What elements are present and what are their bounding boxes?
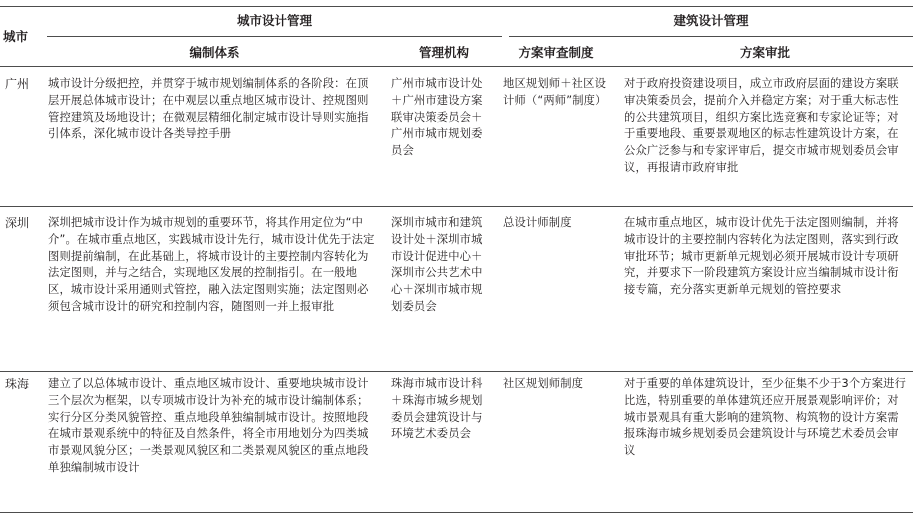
group-rule-left	[47, 36, 502, 37]
header-approval: 方案审批	[739, 45, 790, 60]
row-3-agency: 珠海市城市设计科＋珠海市城乡规划委员会建筑设计与环境艺术委员会	[391, 377, 483, 441]
row-2-review: 总设计师制度	[503, 216, 572, 229]
row-2-city: 深圳	[5, 216, 30, 230]
header-architectural-design-management: 建筑设计管理	[673, 13, 749, 28]
header-agency: 管理机构	[418, 45, 469, 60]
header-review-system: 方案审查制度	[518, 45, 594, 60]
row-divider-2	[0, 371, 913, 372]
header-bottom-rule	[0, 66, 913, 67]
row-1-agency: 广州市城市设计处＋广州市建设方案联审决策委员会＋广州市城市规划委员会	[391, 77, 483, 158]
row-1-approval: 对于政府投资建设项目，成立市政府层面的建设方案联审决策委员会，提前介入并稳定方案；对于重大标志性的公共建筑项目，组织方案比选竞赛和专家论证等；对于重要地段、重要景观地区的标志性建筑设计方案，在公众广泛参与和专家评审后，提交市城市规划委员会审议，再报请市政府审批	[624, 77, 899, 174]
row-1-review: 地区规划师＋社区设计师（“两师”制度）	[503, 77, 607, 107]
row-2-agency: 深圳市城市和建筑设计处＋深圳市城市设计促进中心＋深圳市公共艺术中心＋深圳市城市规划委员会	[391, 216, 483, 313]
row-1-city: 广州	[5, 77, 30, 91]
row-2-approval: 在城市重点地区，城市设计优先于法定图则编制，并将城市设计的主要控制内容转化为法定图则，落实到行政审批环节；城市更新单元规划必须开展城市设计专项研究，并要求下一阶段建筑方案设计应当编制城市设计衔接专篇，充分落实更新单元规划的管控要求	[624, 216, 899, 297]
header-city: 城市	[3, 29, 29, 44]
header-urban-design-management: 城市设计管理	[236, 13, 312, 28]
row-3-review: 社区规划师制度	[503, 377, 584, 390]
row-2-system: 深圳把城市设计作为城市规划的重要环节，将其作用定位为“中介”。在城市重点地区，实践城市设计先行，城市设计优先于法定图则提前编制，在此基础上，将城市设计的主要控制内容转化为法定图则，并与之结合，实现地区发展的控制指引。在一般地区，城市设计采用通则式管控，融入法定图则实施；法定图则必须包含城市设计的研究和控制内容，随图则一并上报审批	[48, 216, 375, 313]
group-rule-right	[509, 36, 913, 37]
top-rule	[0, 6, 913, 7]
header-system: 编制体系	[189, 45, 240, 60]
row-1-system: 城市设计分级把控，并贯穿于城市规划编制体系的各阶段：在顶层开展总体城市设计；在中观层以重点地区城市设计、控规图则管控建筑及场地设计；在微观层精细化制定城市设计导则实施指引体系，深化城市设计各类导控手册	[48, 77, 369, 141]
row-3-system: 建立了以总体城市设计、重点地区城市设计、重要地块城市设计三个层次为框架，以专项城市设计为补充的城市设计编制体系；实行分区分类风貌管控、重点地段单独编制城市设计。按照地段在城市景观系统中的特征及自然条件，将全市用地划分为四类城市景观风貌分区；一类景观风貌区和二类景观风貌区的重点地段单独编制城市设计	[48, 377, 369, 474]
row-3-approval: 对于重要的单体建筑设计，至少征集不少于3个方案进行比选，特别重要的单体建筑还应开展景观影响评价；对城市景观具有重大影响的建筑物、构筑物的设计方案需报珠海市城乡规划委员会建筑设计与环境艺术委员会审议	[624, 377, 907, 458]
row-divider-1	[0, 206, 913, 207]
bottom-rule	[0, 512, 913, 513]
row-3-city: 珠海	[5, 377, 30, 391]
